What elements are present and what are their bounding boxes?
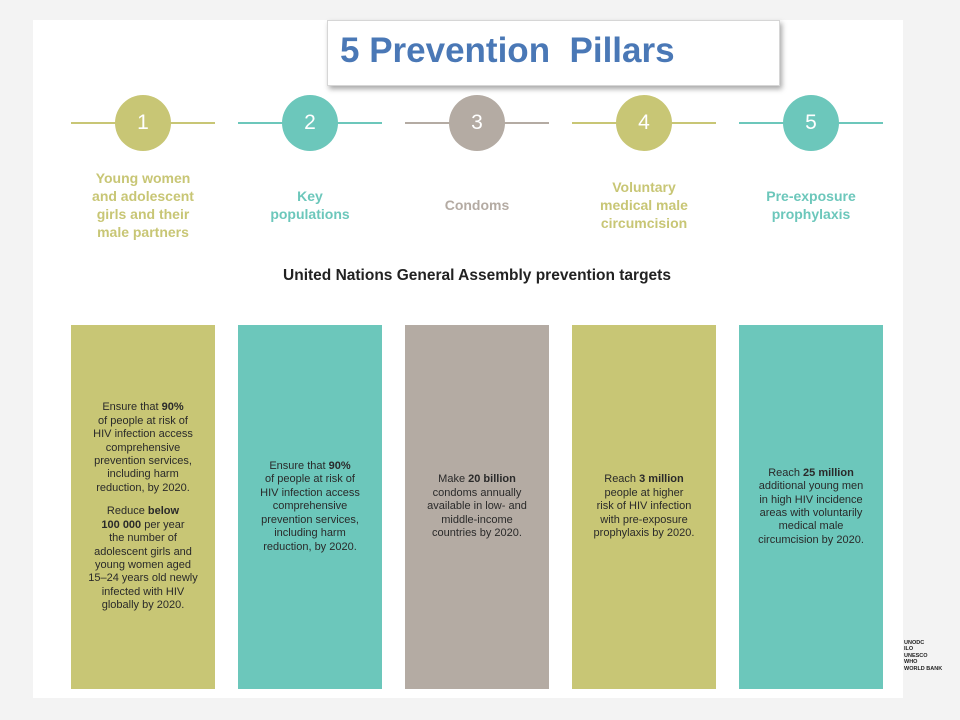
target-line: including harm — [274, 527, 346, 540]
target-line: of people at risk of — [98, 414, 188, 427]
target-line: Ensure that 90% — [269, 460, 351, 473]
targets-heading: United Nations General Assembly prevention targets — [283, 267, 671, 284]
pillar-1 — [71, 94, 215, 154]
target-line: prevention services, — [94, 455, 192, 468]
target-line: prevention services, — [261, 513, 359, 526]
target-paragraph — [79, 505, 207, 612]
target-line: condoms annually — [432, 486, 522, 499]
target-line: Make 20 billion — [438, 473, 516, 486]
pillar-label-line: populations — [270, 206, 350, 222]
target-paragraph — [580, 473, 708, 540]
pillar-label — [405, 196, 549, 214]
target-line: circumcision by 2020. — [758, 533, 864, 546]
target-line: reduction, by 2020. — [263, 540, 357, 553]
target-line: the number of — [109, 532, 177, 545]
target-line: risk of HIV infection — [596, 500, 692, 513]
target-line: comprehensive — [105, 441, 181, 454]
target-line: adolescent girls and — [94, 545, 192, 558]
target-line: comprehensive — [272, 500, 348, 513]
target-line: reduction, by 2020. — [96, 481, 190, 494]
agency-name: UNODC — [904, 640, 925, 646]
target-line: globally by 2020. — [101, 599, 185, 612]
pillar-label-line: prophylaxis — [771, 206, 851, 222]
agency-name: ILO — [904, 646, 914, 653]
pillar-4 — [572, 94, 716, 154]
pillar-label-line: girls and their — [96, 206, 190, 222]
pillar-label-line: medical male — [600, 197, 688, 213]
agency-name: WORLD BANK — [904, 665, 943, 672]
pillar-label-line: male partners — [97, 224, 189, 240]
agency-name: UNESCO — [904, 652, 928, 659]
agency-list — [904, 640, 942, 672]
pillar-label-line: Young women — [95, 170, 191, 186]
pillar-number-circle: 2 — [282, 95, 338, 151]
pillar-label — [572, 178, 716, 232]
target-box-5 — [739, 325, 883, 689]
pillar-label-line: and adolescent — [92, 188, 194, 204]
target-line: people at higher — [604, 486, 684, 499]
pillar-number-circle: 1 — [115, 95, 171, 151]
target-text — [747, 467, 875, 547]
target-paragraph — [747, 467, 875, 547]
target-line: additional young men — [758, 480, 864, 493]
pillar-number-circle: 4 — [616, 95, 672, 151]
pillar-number-circle: 3 — [449, 95, 505, 151]
target-line: areas with voluntarily — [759, 507, 863, 519]
pillar-label-line: Key — [297, 188, 323, 204]
target-line: countries by 2020. — [432, 527, 522, 540]
target-text — [246, 460, 374, 554]
target-text — [580, 473, 708, 540]
target-line: HIV infection access — [260, 486, 360, 499]
target-line: infected with HIV — [101, 585, 185, 598]
target-line: of people at risk of — [265, 473, 355, 486]
target-paragraph — [79, 401, 207, 495]
target-line: available in low- and — [427, 500, 527, 513]
pillar-5 — [739, 94, 883, 154]
target-text — [79, 401, 207, 612]
title-box — [327, 20, 780, 86]
target-line: medical male — [778, 520, 844, 533]
target-line: young women aged — [94, 558, 191, 571]
agency-name: WHO — [904, 659, 918, 666]
pillar-label — [71, 169, 215, 241]
target-line: HIV infection access — [93, 428, 193, 441]
target-line: Reduce below — [106, 505, 180, 518]
target-text — [413, 473, 541, 540]
pillar-label — [739, 187, 883, 223]
pillar-2 — [238, 94, 382, 154]
target-line: Reach 25 million — [768, 466, 854, 479]
pillar-label-line: Pre-exposure — [766, 188, 856, 204]
target-paragraph — [246, 460, 374, 554]
pillar-label-line: Condoms — [444, 197, 510, 213]
target-box-2 — [238, 325, 382, 689]
target-line: middle-income — [441, 513, 513, 526]
target-line: Ensure that 90% — [102, 401, 184, 414]
target-box-3 — [405, 325, 549, 689]
target-line: prophylaxis by 2020. — [593, 527, 695, 540]
target-line: with pre-exposure — [600, 513, 688, 526]
slide-title: 5 Prevention Pillars — [340, 31, 675, 70]
pillar-3 — [405, 94, 549, 154]
pillar-label-line: circumcision — [600, 215, 688, 231]
pillar-label — [238, 187, 382, 223]
target-line: 100 000 per year — [101, 518, 185, 531]
target-line: Reach 3 million — [604, 473, 684, 486]
target-box-4 — [572, 325, 716, 689]
pillar-number-circle: 5 — [783, 95, 839, 151]
target-paragraph — [413, 473, 541, 540]
target-line: in high HIV incidence — [759, 493, 863, 506]
pillar-label-line: Voluntary — [612, 179, 676, 195]
target-box-1 — [71, 325, 215, 689]
target-line: including harm — [107, 468, 179, 481]
target-line: 15–24 years old newly — [88, 572, 198, 585]
